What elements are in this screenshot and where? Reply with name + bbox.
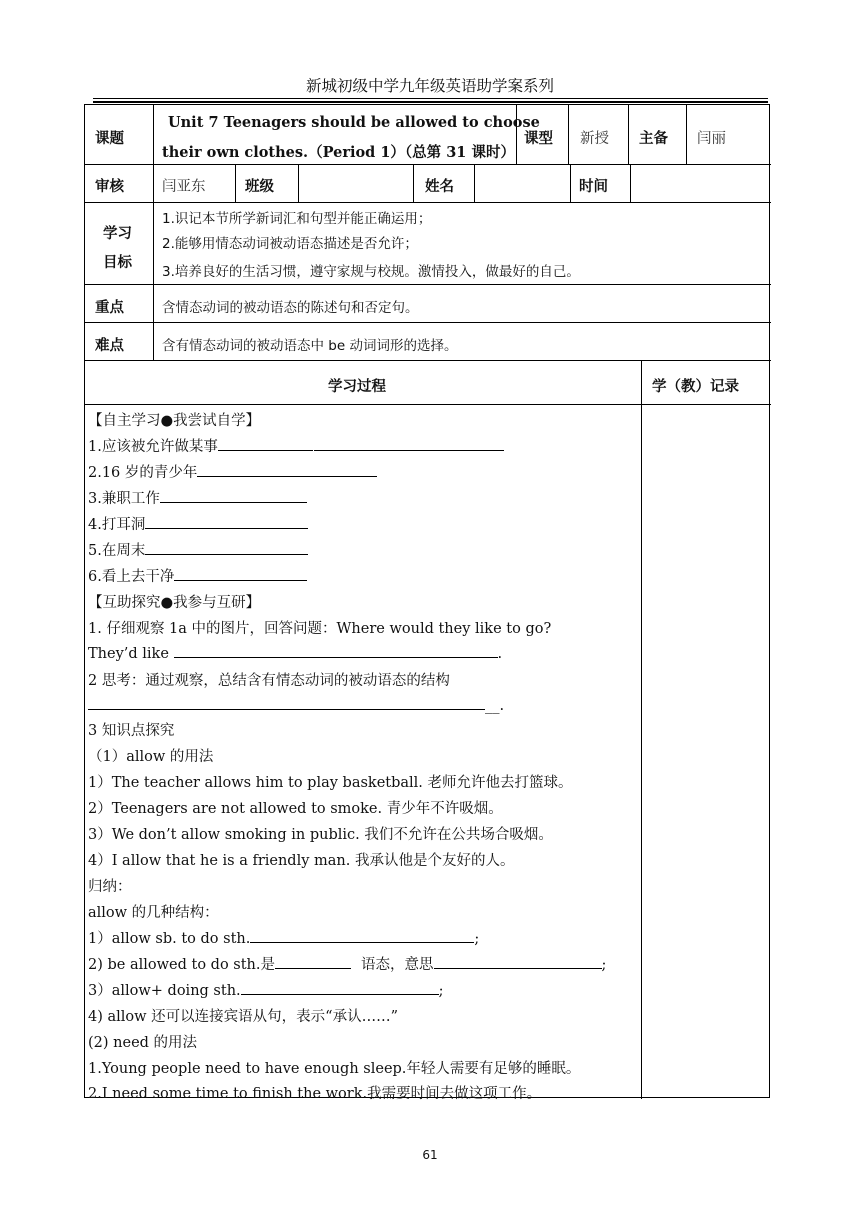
difficulty-text: 含有情态动词的被动语态中 be 动词词形的选择。 [162,338,458,354]
structure-line [88,953,606,974]
subsection-heading: （1）allow 的用法 [88,749,214,765]
header-rule-thick [93,101,768,103]
structure-end: ; [601,957,607,973]
structure-end: ; [474,931,480,947]
question-line: 2 思考：通过观察，总结含有情态动词的被动语态的结构 [88,673,450,689]
header-rule-thin [93,98,768,99]
structure-text: 1）allow sb. to do sth. [88,931,251,947]
exercise-line [88,513,308,534]
difficulty-label: 难点 [95,338,124,354]
example-line: 2.I need some time to finish the work.我需要时间去做这项工作。 [88,1086,542,1102]
exercise-line [88,461,377,482]
answer-blank[interactable] [174,566,307,581]
summary-label: allow 的几种结构： [88,905,219,921]
exercise-text: 1.应该被允许做某事 [88,439,218,455]
goal-item: 3.培养良好的生活习惯，遵守家规与校规。激情投入，做最好的自己。 [162,264,580,280]
answer-prefix: They’d like [88,646,169,662]
col-divider [570,164,571,202]
example-line: 2）Teenagers are not allowed to smoke. 青少年不许吸烟。 [88,801,503,817]
page-number: 61 [422,1148,438,1162]
example-line: 1）The teacher allows him to play basketball. 老师允许他去打篮球。 [88,775,573,791]
col-divider [628,105,629,164]
goals-label-1: 学习 [103,226,132,242]
structure-text: 3）allow+ doing sth. [88,983,241,999]
key-point-label: 重点 [95,300,124,316]
time-label: 时间 [579,179,608,195]
exercise-line [88,565,307,586]
answer-blank[interactable] [275,954,351,969]
topic-line-1: Unit 7 Teenagers should be allowed to choose [168,114,540,131]
structure-line [88,927,479,948]
lesson-plan-table [84,104,770,1102]
goal-item: 2.能够用情态动词被动语态描述是否允许； [162,236,418,252]
structure-text: 2) be allowed to do sth.是 [88,957,275,973]
structure-text: 语态，意思 [361,957,434,973]
answer-line [88,695,504,714]
row-divider [85,202,771,203]
structure-end: ; [438,983,444,999]
answer-line [88,643,502,662]
section-heading: 【互助探究●我参与互研】 [88,595,261,611]
answer-period: . [497,646,503,662]
topic-line-2-text: their own clothes.（Period 1）（总第 31 课时） [162,144,515,161]
type-value: 新授 [580,131,609,147]
prep-label: 主备 [639,131,668,147]
answer-blank[interactable] [197,462,377,477]
name-label: 姓名 [425,179,454,195]
goal-item: 1.识记本节所学新词汇和句型并能正确运用； [162,211,432,227]
col-divider [568,105,569,164]
page-header-title: 新城初级中学九年级英语助学案系列 [305,77,554,95]
answer-period: __. [485,698,505,714]
key-point-text: 含情态动词的被动语态的陈述句和否定句。 [162,300,419,316]
answer-blank[interactable] [314,436,504,451]
exercise-line [88,539,308,560]
answer-blank[interactable] [241,980,439,995]
question-line: 1. 仔细观察 1a 中的图片，回答问题：Where would they like to go? [88,621,552,637]
summary-label: 归纳： [88,879,132,895]
example-line: 4）I allow that he is a friendly man. 我承认他是个友好的人。 [88,853,515,869]
col-divider [686,105,687,164]
row-divider [85,322,771,323]
answer-blank[interactable] [145,514,308,529]
subsection-heading: (2) need 的用法 [88,1035,198,1051]
answer-blank[interactable] [88,695,485,710]
answer-blank[interactable] [174,643,498,658]
example-line: 3）We don’t allow smoking in public. 我们不允许在公共场合吸烟。 [88,827,553,843]
section-heading: 【自主学习●我尝试自学】 [88,413,261,429]
class-label: 班级 [245,179,274,195]
record-area[interactable] [642,405,769,1097]
process-header: 学习过程 [328,379,386,395]
col-divider [153,105,154,164]
row-divider [85,284,771,285]
exercise-line [88,435,504,456]
section-heading: 3 知识点探究 [88,723,175,739]
name-field[interactable] [475,165,569,201]
topic-label: 课题 [95,131,124,147]
topic-line-2 [162,141,515,162]
prep-value: 闫丽 [697,131,726,147]
review-value: 闫亚东 [162,179,206,195]
exercise-text: 4.打耳洞 [88,517,146,533]
review-label: 审核 [95,179,124,195]
structure-line: 4) allow 还可以连接宾语从句，表示“承认……” [88,1009,398,1025]
exercise-text: 5.在周末 [88,543,146,559]
time-field[interactable] [631,165,769,201]
answer-blank[interactable] [145,540,308,555]
exercise-text: 6.看上去干净 [88,569,175,585]
answer-blank[interactable] [160,488,307,503]
example-line: 1.Young people need to have enough sleep.年轻人需要有足够的睡眠。 [88,1061,581,1077]
answer-blank[interactable] [218,436,313,451]
col-divider [235,164,236,202]
col-divider [153,164,154,202]
structure-line [88,979,444,1000]
exercise-text: 2.16 岁的青少年 [88,465,198,481]
class-field[interactable] [299,165,412,201]
answer-blank[interactable] [434,954,602,969]
type-label: 课型 [524,131,553,147]
answer-blank[interactable] [250,928,474,943]
row-divider [85,360,771,361]
exercise-line [88,487,307,508]
record-header: 学（教）记录 [652,379,739,395]
col-divider [153,202,154,360]
goals-label-2: 目标 [103,255,132,271]
exercise-text: 3.兼职工作 [88,491,160,507]
col-divider [413,164,414,202]
